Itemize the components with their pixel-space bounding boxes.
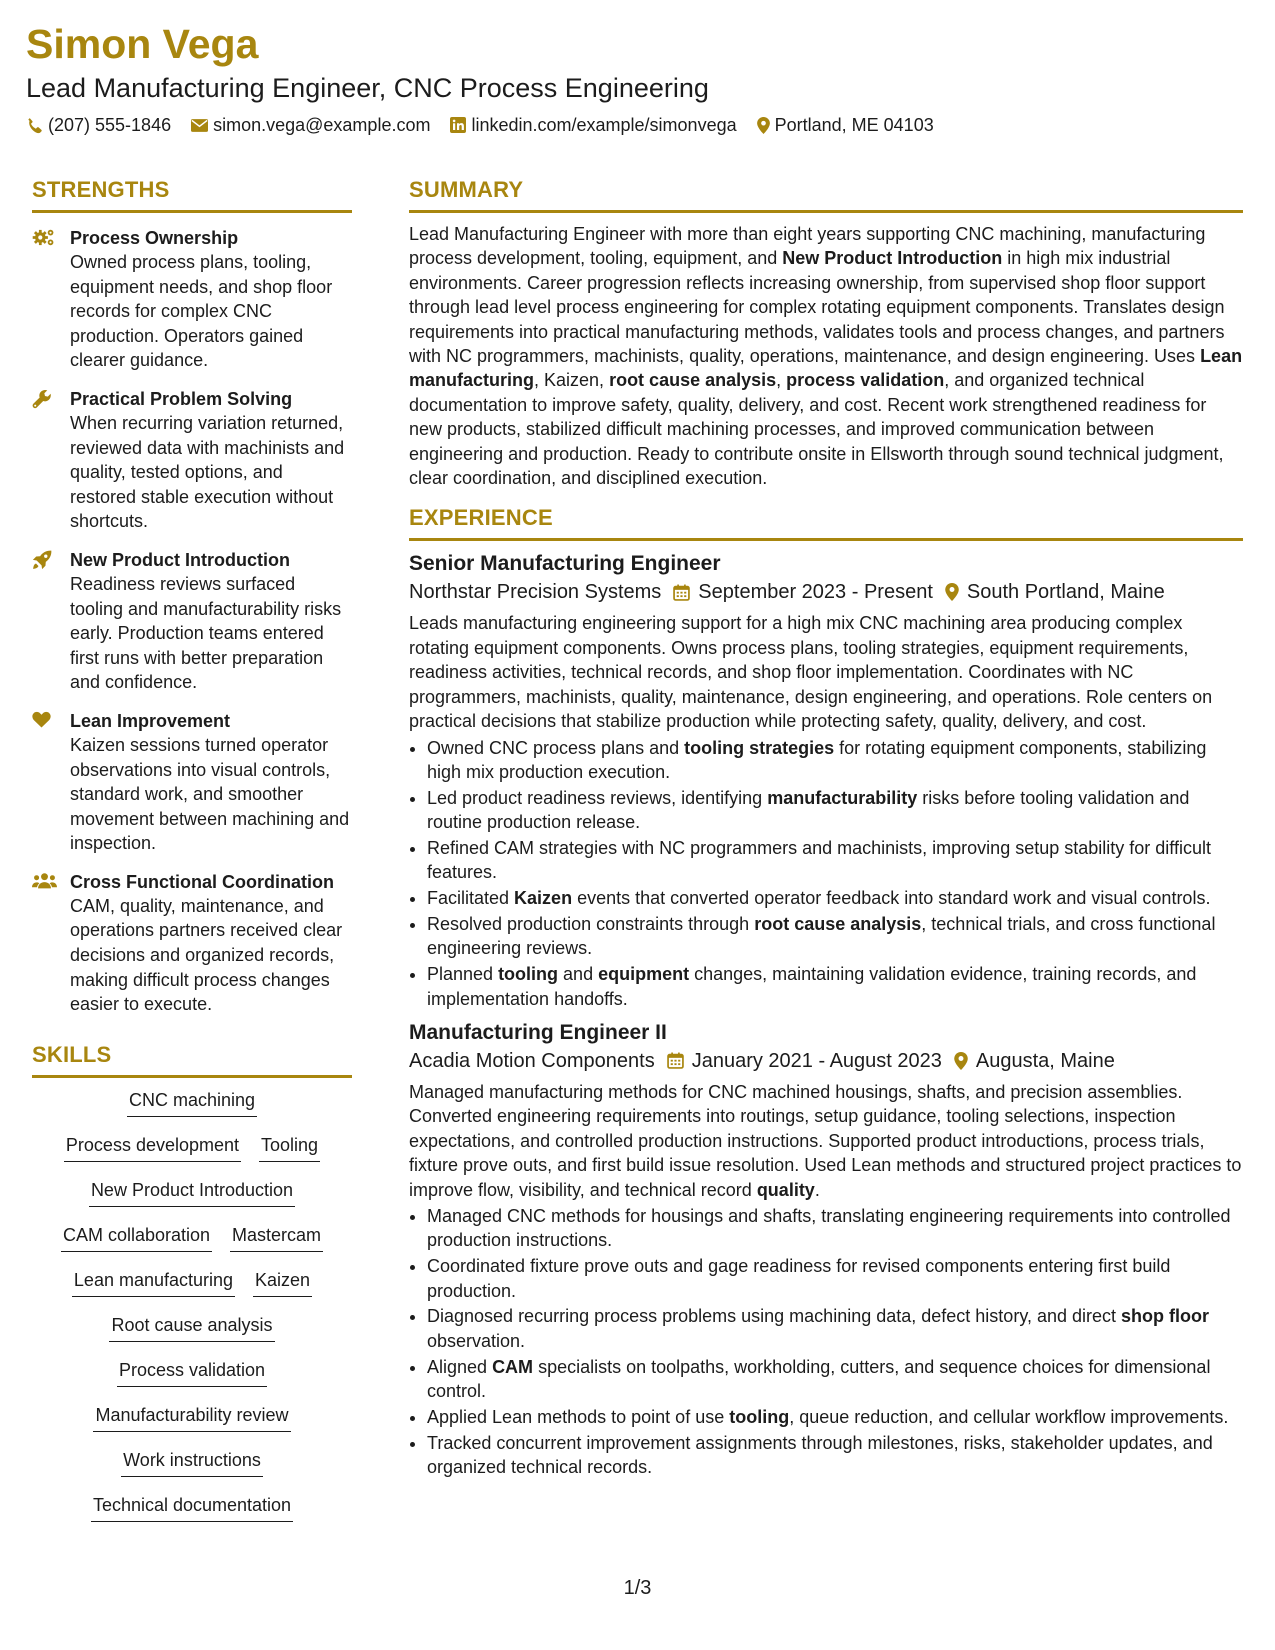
job-company: Northstar Precision Systems xyxy=(409,581,662,604)
list-item xyxy=(427,1254,1243,1303)
skill-tag: Work instructions xyxy=(121,1448,263,1477)
strength-title: Process Ownership xyxy=(70,228,239,248)
strength-desc: Owned process plans, tooling, equipment needs, and shop floor records for complex CNC production. Operators gained clearer guidance. xyxy=(70,252,333,371)
bullet-text: Led product readiness reviews, identifying xyxy=(427,787,768,808)
summary-segment: Lead Manufacturing Engineer with more than eight years supporting CNC machining, manufacturing process development, tooling, equipment, and xyxy=(409,224,1206,269)
envelope-icon xyxy=(191,119,208,132)
strengths-heading: STRENGTHS xyxy=(32,176,352,213)
skill-tag: Kaizen xyxy=(253,1268,312,1297)
bullet-text: Owned CNC process plans and xyxy=(427,737,685,758)
contact-location xyxy=(757,113,934,137)
job-title: Senior Manufacturing Engineer xyxy=(409,552,721,576)
list-item xyxy=(427,886,1243,910)
summary-segment: in high mix industrial environments. Career progression reflects increasing ownership, from supervised shop floor support through lead level process engineering for complex rotating equipment components. Translates design requirements into practical manufacturing methods, validates tools and process changes, and partners with NC programmers, machinists, quality, operations, maintenance, and design engineering. Uses xyxy=(409,248,1225,367)
left-column xyxy=(32,176,352,1538)
job-entry xyxy=(409,1019,1243,1479)
strength-desc: CAM, quality, maintenance, and operations partners received clear decisions and organized records, making difficult process changes easier to execute. xyxy=(70,895,343,1015)
contact-phone[interactable] xyxy=(26,113,171,137)
summary-segment: , Kaizen, xyxy=(534,370,610,391)
linkedin-icon xyxy=(450,117,466,133)
bullet-keyword: shop floor xyxy=(1121,1306,1210,1327)
job-bullets xyxy=(409,736,1243,1011)
job-title: Manufacturing Engineer II xyxy=(409,1020,667,1044)
bullet-keyword: CAM xyxy=(492,1356,534,1377)
bullet-text: Facilitated xyxy=(427,888,515,909)
bullet-text: changes, maintaining validation evidence, training records, and implementation handoffs. xyxy=(427,964,1197,1009)
map-pin-icon xyxy=(757,117,770,134)
strength-item xyxy=(32,870,352,1017)
location-text: Portland, ME 04103 xyxy=(774,115,934,135)
bullet-text: observation. xyxy=(427,1330,526,1351)
heart-icon xyxy=(32,711,51,728)
bullet-text: Managed CNC methods for housings and shafts, translating engineering requirements into controlled production instructions. xyxy=(427,1205,1231,1251)
summary-keyword: process validation xyxy=(786,370,945,391)
list-item xyxy=(427,1204,1243,1253)
bullet-text: Diagnosed recurring process problems using machining data, defect history, and direct xyxy=(427,1306,1122,1327)
bullet-keyword: root cause analysis xyxy=(754,913,922,934)
contact-email[interactable] xyxy=(191,113,430,137)
job-description: Leads manufacturing engineering support for a high mix CNC machining area producing complex rotating equipment components. Owns process plans, tooling strategies, equipment requirements, readiness activities, technical records, and shop floor implementation. Coordinates with NC programmers, machinists, quality, maintenance, design engineering, and operations. Role centers on practical decisions that stabilize production while protecting safety, quality, delivery, and cost. xyxy=(409,613,1213,732)
skill-tag: CNC machining xyxy=(127,1088,257,1117)
right-column xyxy=(409,176,1243,1481)
list-item xyxy=(427,1431,1243,1480)
bullet-text: for rotating equipment components, stabilizing high mix production execution. xyxy=(427,737,1207,782)
strength-item xyxy=(32,226,352,373)
bullet-text: Resolved production constraints through xyxy=(427,913,755,934)
desc-text: . xyxy=(814,1179,820,1200)
bullet-keyword: tooling xyxy=(498,964,559,985)
summary-keyword: root cause analysis xyxy=(609,370,777,391)
skill-tag: Manufacturability review xyxy=(93,1403,290,1432)
phone-icon xyxy=(26,117,43,134)
bullet-text: Aligned xyxy=(427,1356,493,1377)
bullet-text: , technical trials, and cross functional engineering reviews. xyxy=(427,913,1216,959)
summary-keyword: Lean manufacturing xyxy=(409,346,1243,391)
list-item xyxy=(427,962,1243,1011)
job-meta xyxy=(409,1047,1243,1075)
strength-title: Cross Functional Coordination xyxy=(70,871,334,892)
summary-keyword: New Product Introduction xyxy=(782,248,1003,269)
job-bullets xyxy=(409,1204,1243,1479)
summary-segment: , xyxy=(776,370,787,391)
bullet-text: Coordinated fixture prove outs and gage readiness for revised components entering first build production. xyxy=(427,1256,1171,1301)
map-pin-icon xyxy=(954,1052,968,1070)
strength-title: Lean Improvement xyxy=(70,710,231,731)
strength-desc: When recurring variation returned, reviewed data with machinists and quality, tested options, and restored stable execution without shortcuts. xyxy=(70,412,345,532)
skill-tag: New Product Introduction xyxy=(89,1178,295,1207)
skill-tag: Mastercam xyxy=(230,1223,323,1252)
strength-item xyxy=(32,548,352,695)
bullet-text: risks before tooling validation and routine production release. xyxy=(427,787,1190,833)
job-dates: January 2021 - August 2023 xyxy=(691,1049,942,1072)
job-location: Augusta, Maine xyxy=(975,1049,1115,1072)
bullet-text: Tracked concurrent improvement assignments through milestones, risks, stakeholder updates, and organized technical records. xyxy=(427,1432,1213,1477)
desc-keyword: quality xyxy=(756,1179,815,1200)
contact-linkedin[interactable] xyxy=(450,113,736,137)
summary-text xyxy=(409,222,1243,490)
strength-title: New Product Introduction xyxy=(70,549,290,570)
skill-tag: Tooling xyxy=(259,1133,320,1162)
users-icon xyxy=(32,872,57,889)
job-dates: September 2023 - Present xyxy=(698,581,933,604)
job-company: Acadia Motion Components xyxy=(409,1049,655,1072)
skill-tag: CAM collaboration xyxy=(61,1223,212,1252)
list-item xyxy=(427,736,1243,785)
skills-list xyxy=(32,1088,352,1538)
page-number: 1/3 xyxy=(623,1577,652,1599)
skill-tag: Lean manufacturing xyxy=(72,1268,235,1297)
linkedin-text: linkedin.com/example/simonvega xyxy=(471,115,737,135)
map-pin-icon xyxy=(945,583,959,601)
list-item xyxy=(427,1355,1243,1404)
list-item xyxy=(427,1304,1243,1353)
candidate-title: Lead Manufacturing Engineer, CNC Process Engineering xyxy=(26,73,709,103)
strength-desc: Readiness reviews surfaced tooling and manufacturability risks early. Production teams entered first runs with better preparation and confidence. xyxy=(70,573,342,693)
list-item xyxy=(427,786,1243,835)
gears-icon xyxy=(32,228,56,247)
experience-heading: EXPERIENCE xyxy=(409,504,1243,541)
bullet-text: events that converted operator feedback into standard work and visual controls. xyxy=(572,888,1211,909)
calendar-icon xyxy=(673,584,690,601)
calendar-icon xyxy=(667,1052,684,1069)
summary-heading: SUMMARY xyxy=(409,176,1243,213)
bullet-text: Applied Lean methods to point of use xyxy=(427,1406,730,1427)
strength-title: Practical Problem Solving xyxy=(70,388,293,409)
bullet-text: Refined CAM strategies with NC programmers and machinists, improving setup stability for difficult features. xyxy=(427,837,1211,883)
skill-tag: Process development xyxy=(64,1133,241,1162)
bullet-keyword: tooling xyxy=(729,1406,790,1427)
list-item xyxy=(427,1405,1243,1429)
bullet-keyword: equipment xyxy=(598,964,690,985)
bullet-text: specialists on toolpaths, workholding, cutters, and sequence choices for dimensional control. xyxy=(427,1356,1211,1401)
phone-text: (207) 555-1846 xyxy=(48,115,172,135)
bullet-keyword: tooling strategies xyxy=(684,737,835,758)
bullet-text: Planned xyxy=(427,964,499,985)
skill-tag: Root cause analysis xyxy=(109,1313,274,1342)
job-description xyxy=(409,1080,1243,1202)
bullet-keyword: Kaizen xyxy=(514,888,573,909)
job-location: South Portland, Maine xyxy=(966,581,1165,604)
summary-segment: , and organized technical documentation to improve safety, quality, delivery, and cost. Recent work strengthened readiness for new products, stabilized difficult machining processes, and improved communication between engineering and production. Ready to contribute onsite in Ellsworth through sound technical judgment, clear coordination, and disciplined execution. xyxy=(409,370,1224,489)
wrench-icon xyxy=(32,389,52,409)
bullet-text: , queue reduction, and cellular workflow improvements. xyxy=(789,1406,1229,1427)
contact-bar xyxy=(26,113,954,137)
skills-heading: SKILLS xyxy=(32,1041,352,1078)
strength-item xyxy=(32,387,352,534)
skill-tag: Process validation xyxy=(117,1358,267,1387)
job-entry xyxy=(409,550,1243,1010)
job-meta xyxy=(409,578,1243,606)
list-item xyxy=(427,836,1243,885)
strength-desc: Kaizen sessions turned operator observations into visual controls, standard work, and smoother movement between machining and inspection. xyxy=(70,734,350,854)
rocket-icon xyxy=(32,550,52,570)
desc-text: Managed manufacturing methods for CNC machined housings, shafts, and precision assemblies. Converted engineering requirements into routings, setup guidance, tooling selections, inspection expectations, and controlled production instructions. Supported product introductions, process trials, fixture prove outs, and first build issue resolution. Used Lean methods and structured project practices to improve flow, visibility, and technical record xyxy=(409,1081,1242,1200)
candidate-name: Simon Vega xyxy=(26,21,259,67)
strength-item xyxy=(32,709,352,856)
bullet-keyword: manufacturability xyxy=(767,787,918,808)
bullet-text: and xyxy=(558,964,599,985)
skill-tag: Technical documentation xyxy=(91,1493,293,1522)
email-text: simon.vega@example.com xyxy=(213,115,431,135)
list-item xyxy=(427,912,1243,961)
